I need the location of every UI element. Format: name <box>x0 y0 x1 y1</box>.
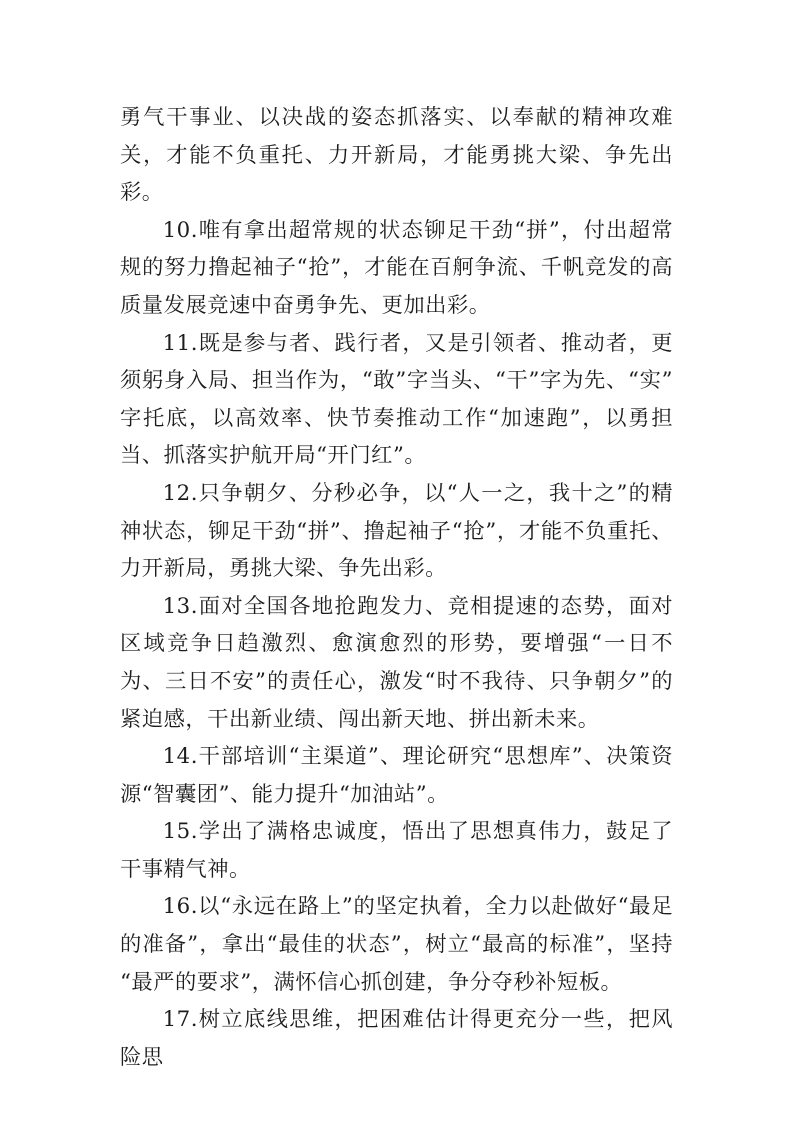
paragraph-continuation: 勇气干事业、以决战的姿态抓落实、以奉献的精神攻难关，才能不负重托、力开新局，才能勇挑大梁、争先出彩。 <box>120 105 673 206</box>
paragraph-item-16: 16.以“永远在路上”的坚定执着，全力以赴做好“最足的准备”，拿出“最佳的状态”，树立“最高的标准”，坚持“最严的要求”，满怀信心抓创建，争分夺秒补短板。 <box>120 894 673 995</box>
paragraph-item-15: 15.学出了满格忠诚度，悟出了思想真伟力，鼓足了干事精气神。 <box>120 819 673 882</box>
paragraph-item-11: 11.既是参与者、践行者，又是引领者、推动者，更须躬身入局、担当作为，“敢”字当头、“干”字为先、“实”字托底，以高效率、快节奏推动工作“加速跑”，以勇担当、抓落实护航开局“开门红”。 <box>120 330 673 469</box>
paragraph-item-13: 13.面对全国各地抢跑发力、竞相提速的态势，面对区域竞争日趋激烈、愈演愈烈的形势，要增强“一日不为、三日不安”的责任心，激发“时不我待、只争朝夕”的紧迫感，干出新业绩、闯出新天地、拼出新未来。 <box>120 593 673 732</box>
paragraph-item-10: 10.唯有拿出超常规的状态铆足干劲“拼”，付出超常规的努力撸起袖子“抢”，才能在百舸争流、千帆竞发的高质量发展竞速中奋勇争先、更加出彩。 <box>120 217 673 318</box>
paragraph-item-17-truncated: 17.树立底线思维，把困难估计得更充分一些，把风险思 <box>120 1007 673 1070</box>
paragraph-item-14: 14.干部培训“主渠道”、理论研究“思想库”、决策资源“智囊团”、能力提升“加油站”。 <box>120 744 673 807</box>
paragraph-item-12: 12.只争朝夕、分秒必争，以“人一之，我十之”的精神状态，铆足干劲“拼”、撸起袖子“抢”，才能不负重托、力开新局，勇挑大梁、争先出彩。 <box>120 480 673 582</box>
document-body <box>120 99 673 1076</box>
